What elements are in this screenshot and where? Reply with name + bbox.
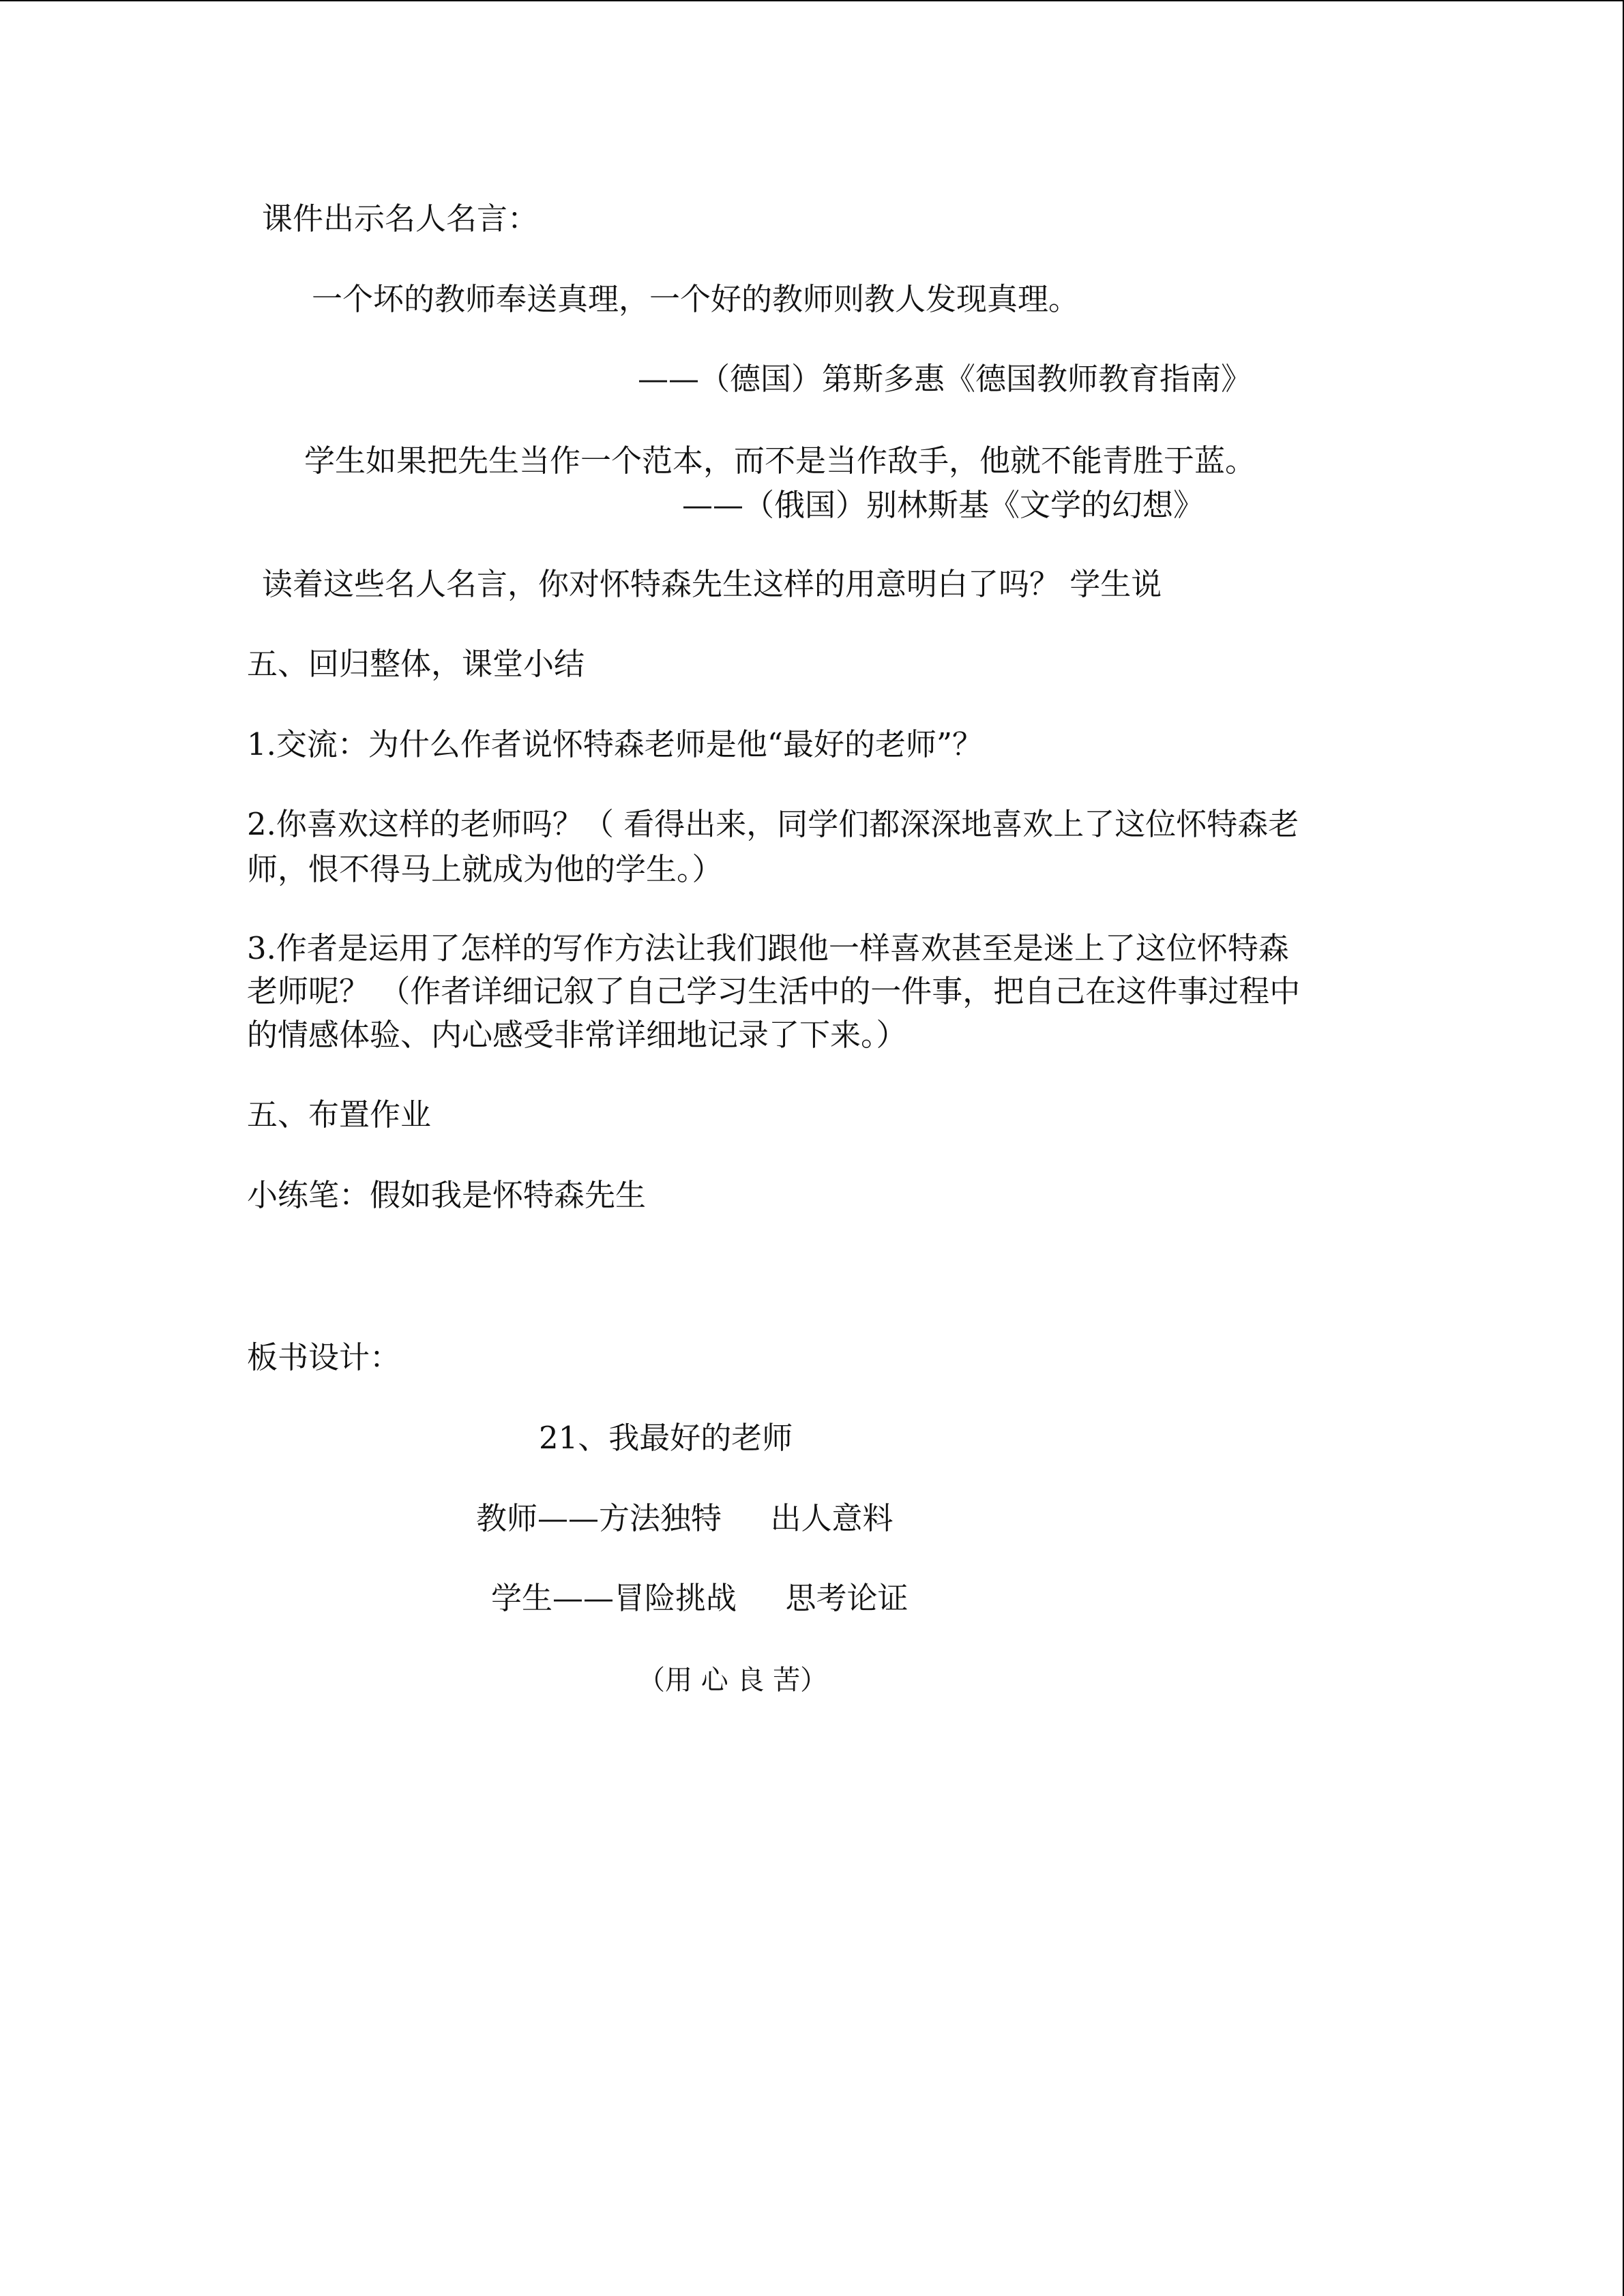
quote-1-attribution: ——（德国）第斯多惠《德国教师教育指南》	[638, 361, 1252, 397]
blackboard-student-line: 学生——冒险挑战 思考论证	[491, 1580, 909, 1616]
summary-item-3-line-3: 的情感体验、内心感受非常详细地记录了下来。）	[247, 1017, 907, 1053]
section-summary-heading: 五、回归整体，课堂小结	[247, 646, 585, 682]
blackboard-teacher-line: 教师——方法独特 出人意料	[476, 1500, 894, 1536]
blackboard-conclusion: （用 心 良 苦）	[638, 1665, 828, 1696]
courseware-intro: 课件出示名人名言：	[262, 200, 539, 237]
summary-item-2-line-1: 2.你喜欢这样的老师吗？（ 看得出来，同学们都深深地喜欢上了这位怀特森老	[247, 806, 1299, 842]
summary-item-3-line-2: 老师呢？ （作者详细记叙了自己学习生活中的一件事，把自己在这件事过程中	[247, 973, 1301, 1009]
section-homework-heading: 五、布置作业	[247, 1097, 432, 1133]
reading-question: 读着这些名人名言，你对怀特森先生这样的用意明白了吗？ 学生说	[262, 566, 1162, 602]
quote-1-text: 一个坏的教师奉送真理，一个好的教师则教人发现真理。	[312, 281, 1080, 317]
homework-item: 小练笔：假如我是怀特森先生	[247, 1177, 647, 1213]
blackboard-title: 21、我最好的老师	[539, 1420, 793, 1456]
blackboard-design-heading: 板书设计：	[247, 1339, 401, 1375]
summary-item-3-line-1: 3.作者是运用了怎样的写作方法让我们跟他一样喜欢甚至是迷上了这位怀特森	[247, 930, 1289, 966]
quote-2-attribution: ——（俄国）别林斯基《文学的幻想》	[682, 487, 1205, 523]
summary-item-1: 1.交流：为什么作者说怀特森老师是他“最好的老师”？	[247, 726, 983, 762]
quote-2-text: 学生如果把先生当作一个范本，而不是当作敌手，他就不能青胜于蓝。	[304, 443, 1256, 479]
summary-item-2-line-2: 师，恨不得马上就成为他的学生。）	[247, 851, 723, 887]
